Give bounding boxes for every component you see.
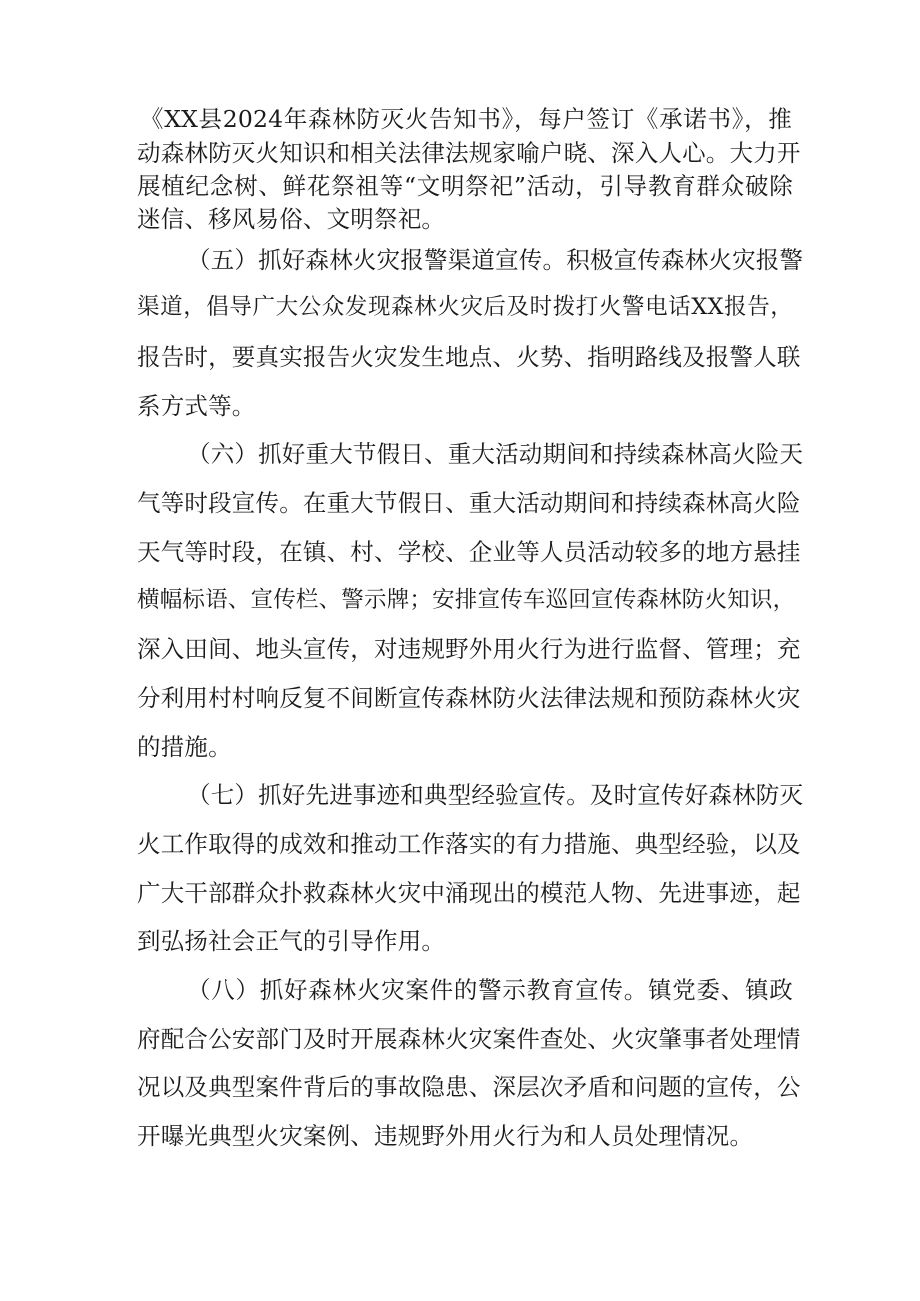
paragraph-line: 深入田间、地头宣传，对违规野外用火行为进行监督、管理；充 [137,635,801,663]
paragraph-line: 横幅标语、宣传栏、警示牌；安排宣传车巡回宣传森林防火知识， [137,587,796,613]
paragraph-line: 动森林防灭火知识和相关法律法规家喻户晓、深入人心。大力开 [137,139,801,167]
paragraph-line: 广大干部群众扑救森林火灾中涌现出的模范人物、先进事迹，起 [137,879,801,907]
paragraph-line: 开曝光典型火灾案例、违规野外用火行为和人员处理情况。 [137,1122,754,1150]
paragraph-line: （八）抓好森林火灾案件的警示教育宣传。镇党委、镇政 [187,976,793,1004]
paragraph-line: （五）抓好森林火灾报警渠道宣传。积极宣传森林火灾报警 [187,246,804,274]
paragraph-line: 气等时段宣传。在重大节假日、重大活动期间和持续森林高火险 [137,489,801,517]
paragraph-line: （七）抓好先进事迹和典型经验宣传。及时宣传好森林防灭 [187,781,804,809]
paragraph-line: 《XX县2024年森林防灭火告知书》，每户签订《承诺书》，推 [140,105,792,133]
paragraph-line: 天气等时段，在镇、村、学校、企业等人员活动较多的地方悬挂 [137,538,801,566]
paragraph-line: 火工作取得的成效和推动工作落实的有力措施、典型经验，以及 [137,830,801,858]
paragraph-line: 的措施。 [137,733,232,761]
paragraph-line: 到弘扬社会正气的引导作用。 [137,927,446,955]
paragraph-line: 系方式等。 [137,392,256,420]
paragraph-line: 迷信、移风易俗、文明祭祀。 [137,205,446,233]
paragraph-line: （六）抓好重大节假日、重大活动期间和持续森林高火险天 [187,440,804,468]
paragraph-line: 况以及典型案件背后的事故隐患、深层次矛盾和问题的宣传，公 [137,1073,801,1101]
paragraph-line: 展植纪念树、鲜花祭祖等“文明祭祀”活动，引导教育群众破除 [137,172,793,200]
paragraph-line: 报告时，要真实报告火灾发生地点、火势、指明路线及报警人联 [137,343,801,371]
paragraph-line: 渠道，倡导广大公众发现森林火灾后及时拨打火警电话XX报告， [137,294,793,320]
paragraph-line: 分利用村村响反复不间断宣传森林防火法律法规和预防森林火灾 [137,684,801,712]
paragraph-line: 府配合公安部门及时开展森林火灾案件查处、火灾肇事者处理情 [137,1025,801,1053]
